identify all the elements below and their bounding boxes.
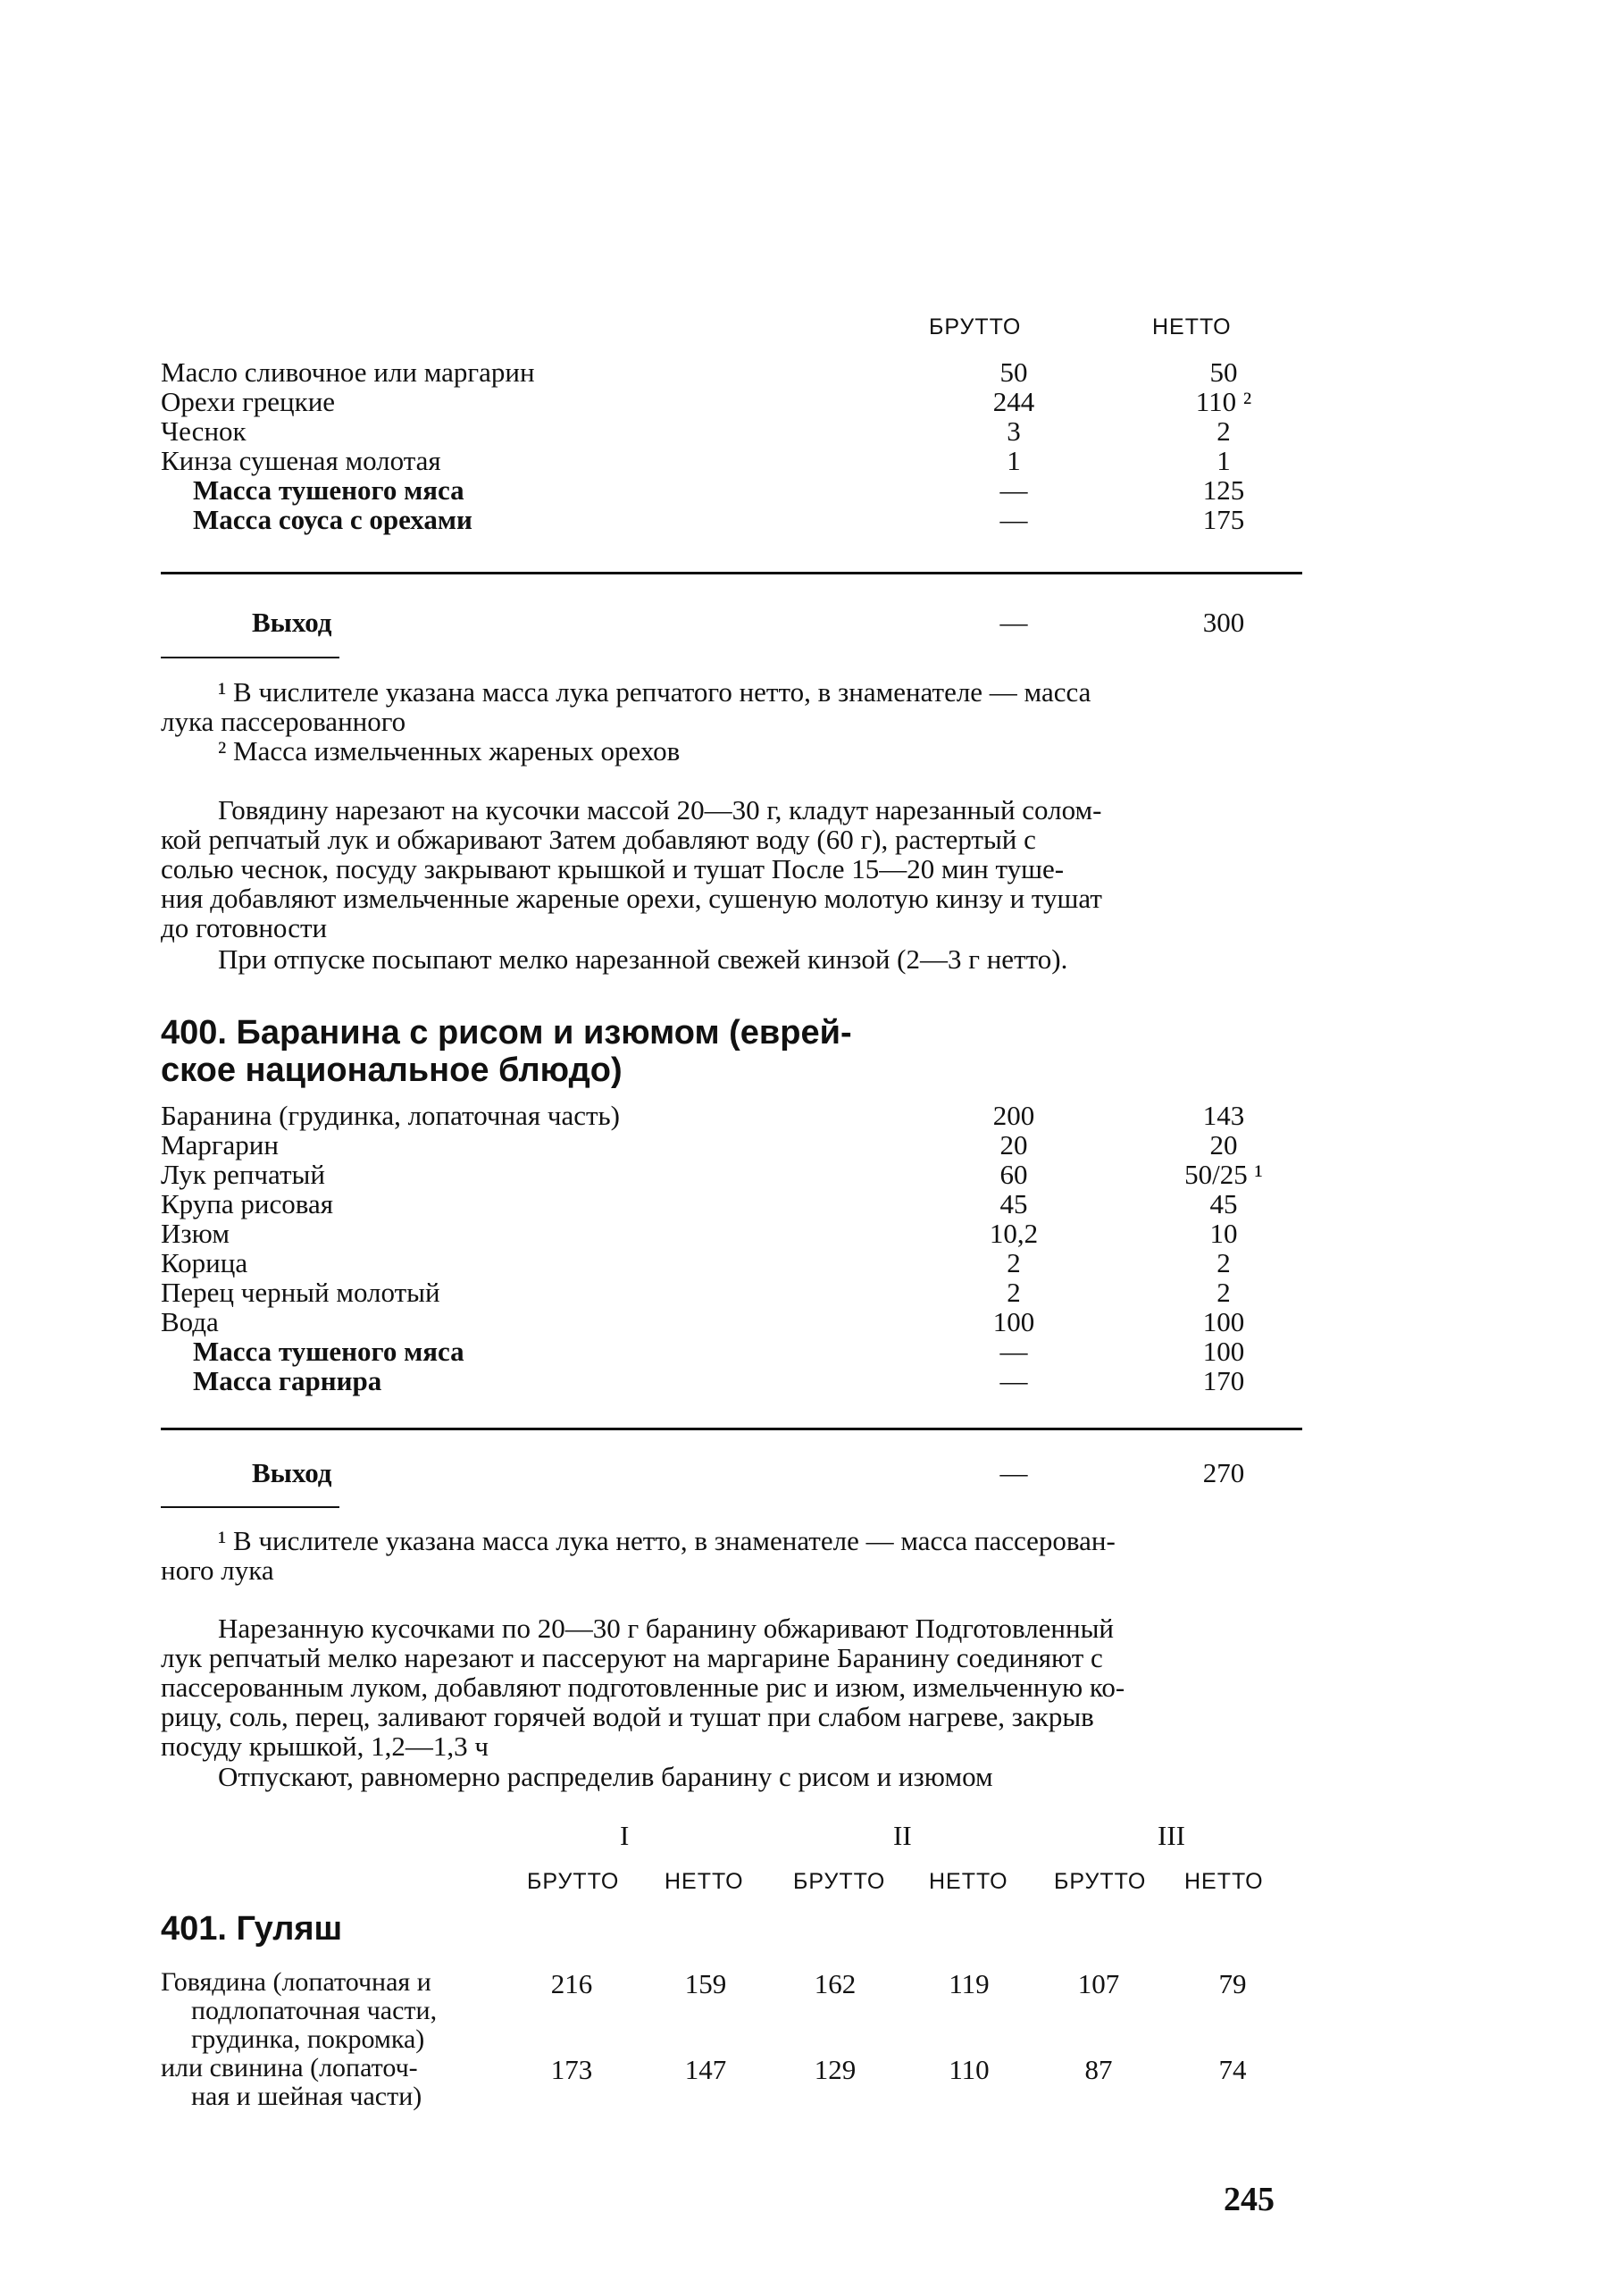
brutto-value: 2 <box>1007 1247 1021 1278</box>
yield-netto: 270 <box>1202 1457 1245 1488</box>
netto-value: 1 <box>1216 445 1231 476</box>
col-header-netto: НЕТТО <box>1152 314 1232 339</box>
footnote-2: ² Масса измельченных жареных орехов <box>218 735 681 767</box>
value-cell: 107 <box>1077 1968 1120 1999</box>
ingredient-name: Масло сливочное или маргарин <box>161 356 535 388</box>
netto-value: 175 <box>1202 504 1245 535</box>
paragraph-line: При отпуске посыпают мелко нарезанной свежей кинзой (2—3 г нетто). <box>218 943 1068 975</box>
netto-value: 100 <box>1202 1306 1245 1337</box>
paragraph-line: Нарезанную кусочками по 20—30 г баранину обжаривают Подготовленный <box>218 1613 1115 1644</box>
footnote-1: ¹ В числителе указана масса лука репчатого нетто, в знаменателе — масса <box>218 676 1091 708</box>
netto-value: 2 <box>1216 415 1231 447</box>
brutto-value: 100 <box>992 1306 1035 1337</box>
ingredient-name-cont: грудинка, покромка) <box>191 2024 425 2054</box>
value-cell: 216 <box>550 1968 593 1999</box>
table-divider <box>161 1428 1302 1430</box>
ingredient-name: Корица <box>161 1247 248 1278</box>
netto-value: 50/25 ¹ <box>1184 1159 1263 1190</box>
value-cell: 173 <box>550 2054 593 2085</box>
brutto-value: 2 <box>1007 1277 1021 1308</box>
ingredient-name-cont: подлопаточная части, <box>191 1996 438 2025</box>
netto-value: 2 <box>1216 1247 1231 1278</box>
netto-value: 100 <box>1202 1336 1245 1367</box>
paragraph-line: ния добавляют измельченные жареные орехи, сушеную молотую кинзу и тушат <box>161 883 1102 914</box>
paragraph-line: кой репчатый лук и обжаривают Затем добавляют воду (60 г), растертый с <box>161 824 1036 855</box>
ingredient-name: Орехи грецкие <box>161 386 336 417</box>
recipe-title-cont: ское национальное блюдо) <box>161 1052 623 1089</box>
yield-brutto: — <box>999 1457 1028 1488</box>
col-header-netto: НЕТТО <box>1184 1869 1264 1894</box>
yield-label: Выход <box>252 607 332 638</box>
group-header-2: II <box>893 1820 912 1851</box>
col-header-brutto: БРУТТО <box>793 1869 886 1894</box>
paragraph-line: Говядину нарезают на кусочки массой 20—30 г, кладут нарезанный солом- <box>218 794 1102 825</box>
footnote-divider <box>161 1506 339 1508</box>
brutto-value: 3 <box>1007 415 1021 447</box>
yield-label: Выход <box>252 1457 332 1488</box>
ingredient-name: Лук репчатый <box>161 1159 325 1190</box>
netto-value: 125 <box>1202 474 1245 506</box>
recipe-title: 400. Баранина с рисом и изюмом (еврей- <box>161 1014 852 1052</box>
paragraph-line: рицу, соль, перец, заливают горячей водой и тушат при слабом нагреве, закрыв <box>161 1701 1094 1732</box>
group-header-1: I <box>620 1820 630 1851</box>
ingredient-name: Чеснок <box>161 415 247 447</box>
col-header-netto: НЕТТО <box>929 1869 1008 1894</box>
col-header-netto: НЕТТО <box>665 1869 744 1894</box>
ingredient-name: Перец черный молотый <box>161 1277 440 1308</box>
value-cell: 79 <box>1218 1968 1247 1999</box>
netto-value: 143 <box>1202 1100 1245 1131</box>
footnote-1-cont: ного лука <box>161 1554 274 1586</box>
brutto-value: — <box>999 1365 1028 1396</box>
value-cell: 119 <box>949 1968 990 1999</box>
brutto-value: — <box>999 474 1028 506</box>
ingredient-name-cont: ная и шейная части) <box>191 2082 422 2111</box>
netto-value: 110 ² <box>1195 386 1252 417</box>
brutto-value: — <box>999 1336 1028 1367</box>
netto-value: 45 <box>1209 1188 1238 1219</box>
paragraph-line: лук репчатый мелко нарезают и пассеруют на маргарине Баранину соединяют с <box>161 1642 1103 1673</box>
table-divider <box>161 572 1302 574</box>
brutto-value: — <box>999 504 1028 535</box>
footnote-1: ¹ В числителе указана масса лука нетто, в знаменателе — масса пассерован- <box>218 1525 1116 1556</box>
brutto-value: 10,2 <box>989 1218 1039 1249</box>
value-cell: 74 <box>1218 2054 1247 2085</box>
brutto-value: 244 <box>992 386 1035 417</box>
ingredient-name: Изюм <box>161 1218 230 1249</box>
ingredient-name: Крупа рисовая <box>161 1188 333 1219</box>
footnote-divider <box>161 657 339 658</box>
paragraph-line: пассерованным луком, добавляют подготовленные рис и изюм, измельченную ко- <box>161 1672 1125 1703</box>
footnote-1-cont: лука пассерованного <box>161 706 406 737</box>
brutto-value: 1 <box>1007 445 1021 476</box>
brutto-value: 20 <box>999 1129 1028 1161</box>
recipe-title: 401. Гуляш <box>161 1910 343 1948</box>
value-cell: 162 <box>814 1968 857 1999</box>
paragraph-line: посуду крышкой, 1,2—1,3 ч <box>161 1730 489 1762</box>
value-cell: 87 <box>1084 2054 1113 2085</box>
ingredient-name: Масса соуса с орехами <box>193 504 472 535</box>
ingredient-name: Маргарин <box>161 1129 279 1161</box>
brutto-value: 50 <box>999 356 1028 388</box>
ingredient-name: Масса тушеного мяса <box>193 474 464 506</box>
value-cell: 147 <box>684 2054 727 2085</box>
group-header-3: III <box>1158 1820 1185 1851</box>
ingredient-name: Кинза сушеная молотая <box>161 445 441 476</box>
brutto-value: 45 <box>999 1188 1028 1219</box>
ingredient-name: Масса тушеного мяса <box>193 1336 464 1367</box>
value-cell: 110 <box>949 2054 990 2085</box>
ingredient-name: Говядина (лопаточная и <box>161 1967 431 1997</box>
yield-brutto: — <box>999 607 1028 638</box>
page-number: 245 <box>1224 2181 1275 2218</box>
netto-value: 50 <box>1209 356 1238 388</box>
netto-value: 2 <box>1216 1277 1231 1308</box>
netto-value: 10 <box>1209 1218 1238 1249</box>
value-cell: 159 <box>684 1968 727 1999</box>
ingredient-name: Вода <box>161 1306 219 1337</box>
brutto-value: 60 <box>999 1159 1028 1190</box>
paragraph-line: солью чеснок, посуду закрывают крышкой и тушат После 15—20 мин туше- <box>161 853 1065 884</box>
netto-value: 20 <box>1209 1129 1238 1161</box>
paragraph-line: до готовности <box>161 912 328 943</box>
brutto-value: 200 <box>992 1100 1035 1131</box>
col-header-brutto: БРУТТО <box>929 314 1022 339</box>
netto-value: 170 <box>1202 1365 1245 1396</box>
ingredient-name: Баранина (грудинка, лопаточная часть) <box>161 1100 620 1131</box>
yield-netto: 300 <box>1202 607 1245 638</box>
value-cell: 129 <box>814 2054 857 2085</box>
col-header-brutto: БРУТТО <box>527 1869 620 1894</box>
paragraph-line: Отпускают, равномерно распределив баранину с рисом и изюмом <box>218 1761 993 1792</box>
ingredient-name-alt: или свинина (лопаточ- <box>161 2053 418 2082</box>
ingredient-name: Масса гарнира <box>193 1365 382 1396</box>
col-header-brutto: БРУТТО <box>1054 1869 1147 1894</box>
